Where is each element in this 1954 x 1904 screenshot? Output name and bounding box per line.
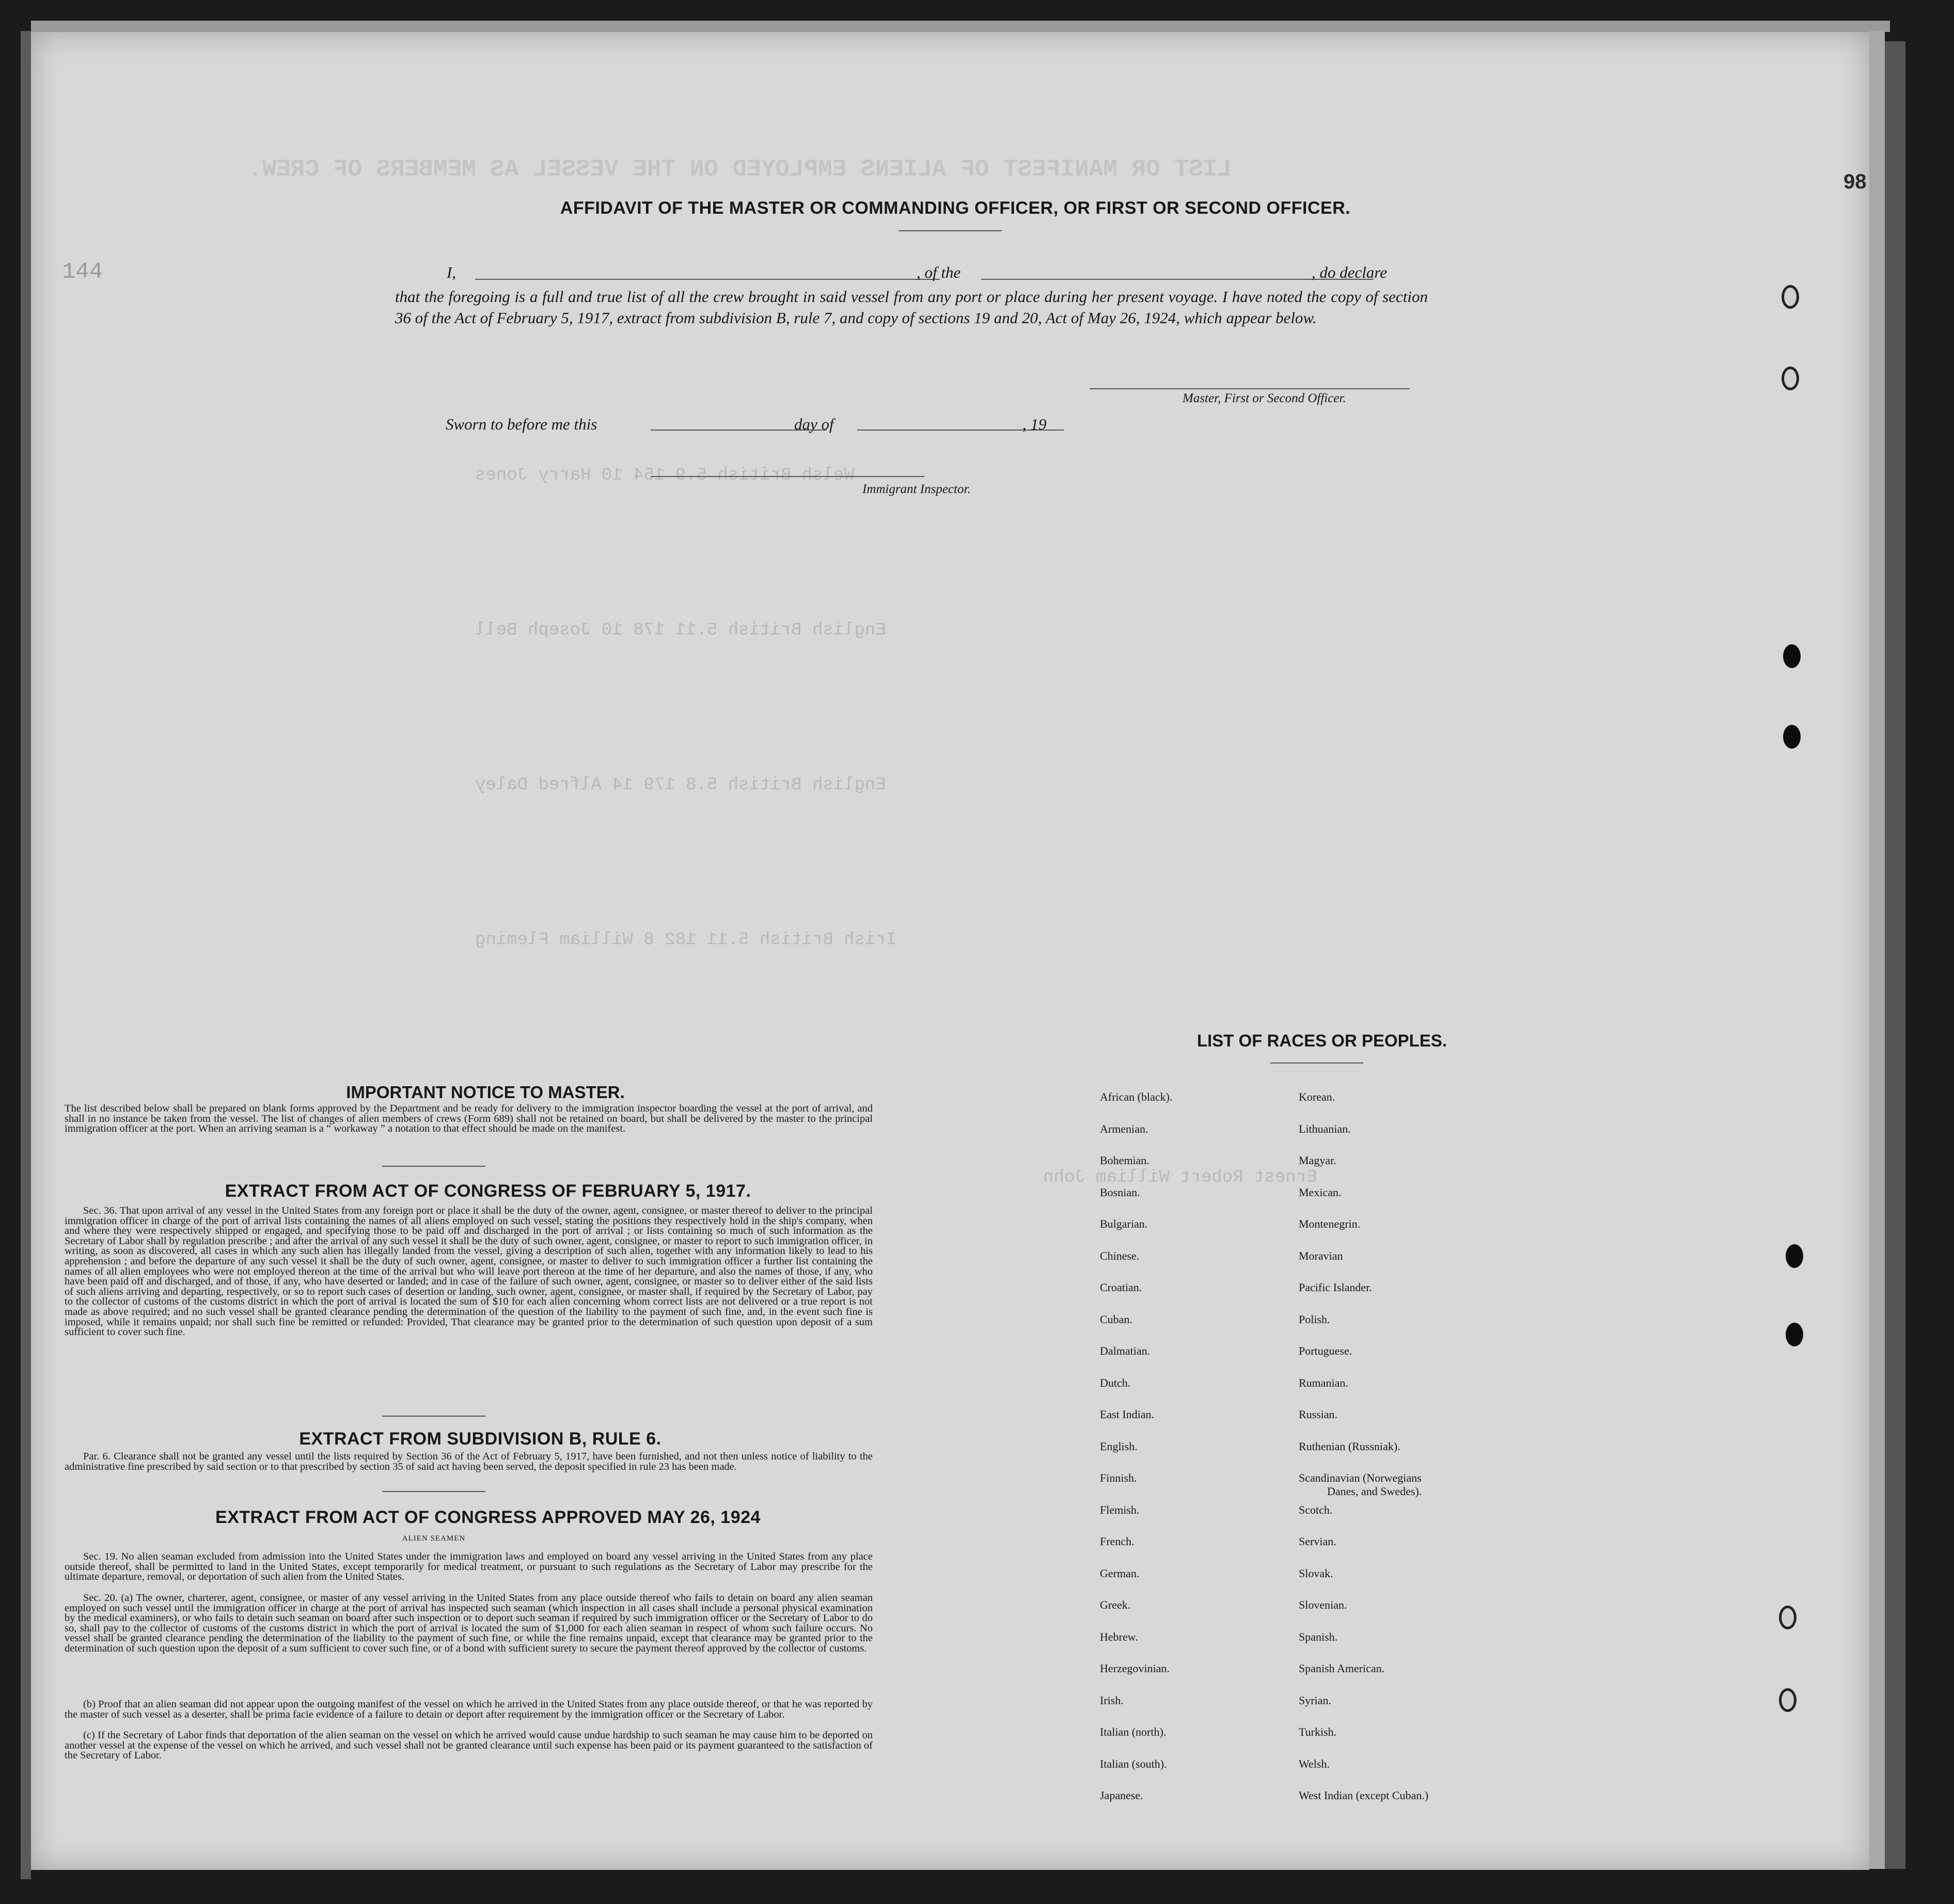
affidavit-of-the: , of the <box>917 263 961 281</box>
races-title: LIST OF RACES OR PEOPLES. <box>1196 1031 1447 1050</box>
race-item: Pacific Islander. <box>1299 1281 1372 1294</box>
scan-edge-left <box>21 31 31 1879</box>
notice-text: The list described below shall be prepared on blank forms approved by the Department and be ready for delivery to the immigration inspector boarding the vessel at the port of arrival, and shall in no instance be taken from the vessel. The list of changes of alien members of crews (Form 689) shall not be retained on board, but shall be delivered by the master to the principal immigration officer at the port. When an arriving seaman is a “ workaway ” a notation to that effect should be made on the manifest. <box>65 1103 873 1135</box>
race-item: Welsh. <box>1299 1757 1330 1770</box>
race-item: Hebrew. <box>1100 1630 1138 1643</box>
race-item: English. <box>1100 1439 1138 1453</box>
left-margin-number: 144 <box>62 259 103 285</box>
inspector-signature-line <box>651 476 924 477</box>
bleed-through-text: Ernest Robert William John <box>1043 1168 1317 1187</box>
punch-hole <box>1783 725 1801 749</box>
race-item: Bosnian. <box>1100 1185 1140 1199</box>
race-item: Scotch. <box>1299 1503 1333 1516</box>
race-item: Danes, and Swedes). <box>1327 1485 1422 1498</box>
race-item: Japanese. <box>1100 1789 1143 1802</box>
race-item: Italian (north). <box>1100 1725 1167 1738</box>
race-item: Montenegrin. <box>1299 1217 1361 1230</box>
bleed-through-text: English British 5.11 178 10 Joseph Bell <box>475 621 886 640</box>
extract-1924-sec19: Sec. 19. No alien seaman excluded from admission into the United States under the immigration laws and employed on board any vessel arriving in the United States from any place outside thereof, shall be permitted to land in the United States, except temporarily for medical treatment, or pursuant to such regulations as the Secretary of Labor may prescribe for the ultimate departure, removal, or deportation of such alien from the United States. <box>65 1551 873 1583</box>
race-item: Bulgarian. <box>1100 1217 1148 1230</box>
race-item: Dutch. <box>1100 1376 1131 1389</box>
notice-divider <box>382 1166 485 1167</box>
race-item: Herzegovinian. <box>1100 1662 1170 1675</box>
race-item: German. <box>1100 1566 1140 1580</box>
punch-hole <box>1782 367 1799 390</box>
extract-1924-subtitle: ALIEN SEAMEN <box>402 1534 466 1543</box>
race-item: Irish. <box>1100 1693 1124 1707</box>
race-item: East Indian. <box>1100 1408 1155 1421</box>
master-signature-label: Master, First or Second Officer. <box>1183 391 1346 405</box>
scan-edge-top <box>31 21 1890 32</box>
race-item: Slovak. <box>1299 1566 1333 1580</box>
punch-hole <box>1779 1606 1797 1629</box>
affidavit-body: that the foregoing is a full and true list of all the crew brought in said vessel from any port or place during her present voyage. I have noted the copy of section 36 of the Act of February 5, 1917, extract from subdivision B, rule 7, and copy of sections 19 and 20, Act of May 26, 1924, which appear below. <box>395 288 1428 327</box>
race-item: Croatian. <box>1100 1281 1142 1294</box>
race-item: Bohemian. <box>1100 1154 1149 1167</box>
extract-1924-sec20b: (b) Proof that an alien seaman did not appear upon the outgoing manifest of the vessel on which he arrived in the United States from any place outside thereof, or that he was reported by the master of such vessel as a deserter, shall be prima facie evidence of a failure to detain or deport after requirement by the immigration officer or the Secretary of Labor. <box>65 1699 873 1720</box>
race-item: Russian. <box>1299 1408 1338 1421</box>
punch-hole <box>1786 1323 1803 1346</box>
extract-1917-divider <box>382 1416 485 1417</box>
race-item: Chinese. <box>1100 1249 1140 1262</box>
bleed-through-text: Irish British 5.11 182 8 William Fleming <box>475 930 897 950</box>
punch-hole <box>1783 644 1801 668</box>
race-item: Spanish American. <box>1299 1662 1385 1675</box>
affidavit-i: I, <box>447 263 456 281</box>
extract-rule6-divider <box>382 1491 485 1492</box>
notice-title: IMPORTANT NOTICE TO MASTER. <box>346 1083 625 1102</box>
race-item: Italian (south). <box>1100 1757 1167 1770</box>
race-item: Flemish. <box>1100 1503 1140 1516</box>
bleed-through-text: LIST OR MANIFEST OF ALIENS EMPLOYED ON THE VESSEL AS MEMBERS OF CREW. <box>248 156 1232 183</box>
race-item: Servian. <box>1299 1535 1336 1548</box>
master-signature-line <box>1090 388 1410 389</box>
race-item: Lithuanian. <box>1299 1122 1351 1135</box>
race-item: Mexican. <box>1299 1185 1342 1199</box>
race-item: West Indian (except Cuban.) <box>1299 1789 1429 1802</box>
sworn-text: Sworn to before me this <box>446 415 597 433</box>
name-blank <box>475 279 940 280</box>
race-item: Moravian <box>1299 1249 1343 1262</box>
race-item: Magyar. <box>1299 1154 1336 1167</box>
inspector-signature-label: Immigrant Inspector. <box>862 482 971 496</box>
race-item: Greek. <box>1100 1598 1131 1611</box>
race-item: Rumanian. <box>1299 1376 1348 1389</box>
race-item: Korean. <box>1299 1090 1335 1103</box>
race-item: Cuban. <box>1100 1312 1132 1326</box>
punch-hole <box>1786 1244 1803 1268</box>
race-item: Polish. <box>1299 1312 1330 1326</box>
extract-rule6-text: Par. 6. Clearance shall not be granted any vessel until the lists required by Section 36 of the Act of February 5, 1917, have been furnished, and not then unless notice of liability to the administrative fine prescribed by said section or to that prescribed by section 35 of said act having been served, the deposit specified in rule 23 has been made. <box>65 1451 873 1472</box>
year-text: , 19 <box>1022 415 1047 433</box>
affidavit-title: AFFIDAVIT OF THE MASTER OR COMMANDING OFFICER, OR FIRST OR SECOND OFFICER. <box>560 198 1351 218</box>
race-item: Turkish. <box>1299 1725 1337 1738</box>
title-divider <box>899 230 1002 231</box>
punch-hole <box>1782 285 1799 309</box>
extract-1917-title: EXTRACT FROM ACT OF CONGRESS OF FEBRUARY 5, 1917. <box>225 1181 751 1201</box>
race-item: Finnish. <box>1100 1471 1137 1484</box>
race-item: Syrian. <box>1299 1693 1331 1707</box>
scan-edge-right <box>1869 31 1885 1869</box>
extract-1917-text: Sec. 36. That upon arrival of any vessel in the United States from any foreign port or place it shall be the duty of the owner, agent, consignee, or master thereof to deliver to the principal immigration officer in charge of the port of arrival lists containing the names of all aliens employed on such vessel, stating the positions they respectively hold in the ship's company, when and where they were respectively shipped or engaged, and specifying those to be paid off and discharged in the port of arrival ; or lists containing so much of such information as the Secretary of Labor shall by regulation prescribe ; and after the arrival of any such vessel it shall be the duty of such owner, agent, consignee, or master to report to such immigration officer, in writing, as soon as discovered, all cases in which any such alien has illegally landed from the vessel, giving a description of such alien, together with any information likely to lead to his apprehension ; and before the departure of any such vessel it shall be the duty of such owner, agent, consignee, or master to deliver to such immigration officer a further list containing the names of all alien employees who were not employed thereon at the time of the arrival but who will leave port thereon at the time of her departure, and also the names of those, if any, who have been paid off and discharged, and of those, if any, who have deserted or landed; and in case of the failure of such owner, agent, consignee, or master so to deliver either of the said lists of such aliens arriving and departing, respectively, or so to report such cases of desertion or landing, such owner, agent, consignee, or master shall, if required by the Secretary of Labor, pay to the collector of customs of the customs district in which the port of arrival is located the sum of $10 for each alien concerning whom correct lists are not delivered or a true report is not made as above required; and no such vessel shall be granted clearance pending the determination of the question of the liability to the payment of such fine, and, in the event such fine is imposed, while it remains unpaid; nor shall such fine be remitted or refunded: Provided, That clearance may be granted prior to the determination of such question upon deposit of a sum sufficient to cover such fine. <box>65 1205 873 1338</box>
race-item: Ruthenian (Russniak). <box>1299 1439 1400 1453</box>
extract-rule6-title: EXTRACT FROM SUBDIVISION B, RULE 6. <box>299 1429 661 1449</box>
right-margin-number: 98 <box>1843 170 1867 193</box>
race-item: Armenian. <box>1100 1122 1148 1135</box>
affidavit-declare: , do declare <box>1312 263 1388 281</box>
race-item: Portuguese. <box>1299 1344 1352 1357</box>
manifest-page <box>31 32 1869 1870</box>
bleed-through-text: Welsh British 5.9 154 10 Harry Jones <box>475 466 855 485</box>
races-divider <box>1270 1062 1363 1064</box>
extract-1924-sec20a: Sec. 20. (a) The owner, charterer, agent, consignee, or master of any vessel arriving in the United States from any place outside thereof who fails to detain on board any alien seaman employed on such vessel until the immigration officer in charge at the port of arrival has inspected such seaman (which inspection in all cases shall include a personal physical examination by the medical examiners), or who fails to detain such seaman on board after such inspection or to deport such seaman if required by such immigration officer or the Secretary of Labor to do so, shall pay to the collector of customs of the customs district in which the port of arrival is located the sum of $1,000 for each alien seaman in respect of whom such failure occurs. No vessel shall be granted clearance pending the determination of the liability to the payment of such fine, or while the fine remains unpaid, except that clearance may be granted prior to the determination of such question upon the deposit of a sum sufficient to cover such fine, or of a bond with sufficient surety to secure the payment thereof approved by the collector of customs. <box>65 1592 873 1654</box>
race-item: French. <box>1100 1535 1134 1548</box>
race-item: Slovenian. <box>1299 1598 1347 1611</box>
race-item: African (black). <box>1100 1090 1173 1103</box>
punch-hole <box>1779 1688 1797 1712</box>
extract-1924-sec20c: (c) If the Secretary of Labor finds that deportation of the alien seaman on the vessel on which he arrived would cause undue hardship to such seaman he may cause him to be deported on another vessel at the expense of the vessel on which he arrived, and such vessel shall not be granted clearance until such expense has been paid or its payment guaranteed to the satisfaction of the Secretary of Labor. <box>65 1730 873 1762</box>
race-item: Spanish. <box>1299 1630 1338 1643</box>
day-of-text: day of <box>794 415 834 433</box>
extract-1924-title: EXTRACT FROM ACT OF CONGRESS APPROVED MAY 26, 1924 <box>215 1508 761 1527</box>
race-item: Scandinavian (Norwegians <box>1299 1471 1422 1484</box>
scan-edge-right-2 <box>1885 41 1905 1869</box>
race-item: Dalmatian. <box>1100 1344 1151 1357</box>
bleed-through-text: English British 5.8 179 14 Alfred Daley <box>475 775 886 795</box>
